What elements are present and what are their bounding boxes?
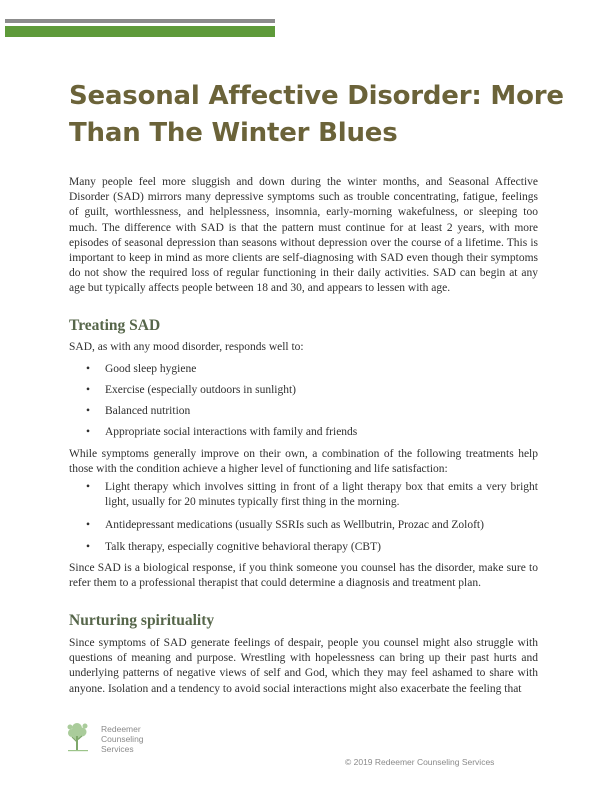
title-line-1: Seasonal Affective Disorder: More xyxy=(69,81,564,111)
list-item: • Antidepressant medications (usually SSRIs such as Wellbutrin, Prozac and Zoloft) xyxy=(69,518,538,533)
list-item: • Talk therapy, especially cognitive behavioral therapy (CBT) xyxy=(69,540,538,555)
bullet-icon: • xyxy=(86,519,91,531)
footer-copyright: © 2019 Redeemer Counseling Services xyxy=(345,757,495,767)
page-title xyxy=(69,78,569,152)
bullet-icon: • xyxy=(86,363,91,375)
list-item: • Light therapy which involves sitting in front of a light therapy box that emits a very bright light, usually for 20 minutes typically first thing in the morning. xyxy=(86,481,538,509)
list-item: • Exercise (especially outdoors in sunlight) xyxy=(69,383,538,398)
header-gray-rule xyxy=(5,19,275,23)
intro-paragraph: Many people feel more sluggish and down during the winter months, and Seasonal Affective Disorder (SAD) mirrors many depressive symptoms such as trouble concentrating, fatigue, feelings of guilt, worthlessness, and helplessness, insomnia, early-morning wakefulness, or sleeping too much. The difference with SAD is that the pattern must continue for at least 2 years, with more episodes of seasonal depression than seasons without depression over the course of a lifetime. This is important to keep in mind as more clients are self-diagnosing with SAD even though their symptoms do not show the required loss of regular functioning in their daily activities. SAD can begin at any age but typically affects people between 18 and 30, and appears to lessen with age. xyxy=(69,176,538,295)
list-item: • Good sleep hygiene xyxy=(69,362,538,377)
bullet-icon: • xyxy=(86,541,91,553)
list-item: • Balanced nutrition xyxy=(69,404,538,419)
bullet-icon: • xyxy=(86,384,91,396)
logo-wordmark: Redeemer Counseling Services xyxy=(101,724,144,754)
bullet-icon: • xyxy=(86,426,91,438)
title-line-2: Than The Winter Blues xyxy=(69,118,398,148)
spirituality-paragraph: Since symptoms of SAD generate feelings of despair, people you counsel might also struggle with questions of meaning and purpose. Wrestling with hopelessness can bring up their past hurts and underlying patterns of negative views of self and God, which they may feel ashamed to share with anyone. Isolation and a tendency to avoid social interactions might also exacerbate the feeling that xyxy=(69,637,538,695)
treating-lead: SAD, as with any mood disorder, responds well to: xyxy=(69,341,304,353)
list-item: • Appropriate social interactions with family and friends xyxy=(69,425,538,440)
bullet-icon: • xyxy=(86,481,91,493)
section-heading-treating: Treating SAD xyxy=(69,317,161,334)
treating-closing-paragraph: Since SAD is a biological response, if you think someone you counsel has the disorder, make sure to refer them to a professional therapist that could determine a diagnosis and treatment plan. xyxy=(69,562,538,590)
bullet-icon: • xyxy=(86,405,91,417)
header-green-bar xyxy=(5,26,275,37)
treating-middle-paragraph: While symptoms generally improve on their own, a combination of the following treatments help those with the condition achieve a higher level of functioning and life satisfaction: xyxy=(69,448,538,476)
section-heading-spirituality: Nurturing spirituality xyxy=(69,612,215,629)
